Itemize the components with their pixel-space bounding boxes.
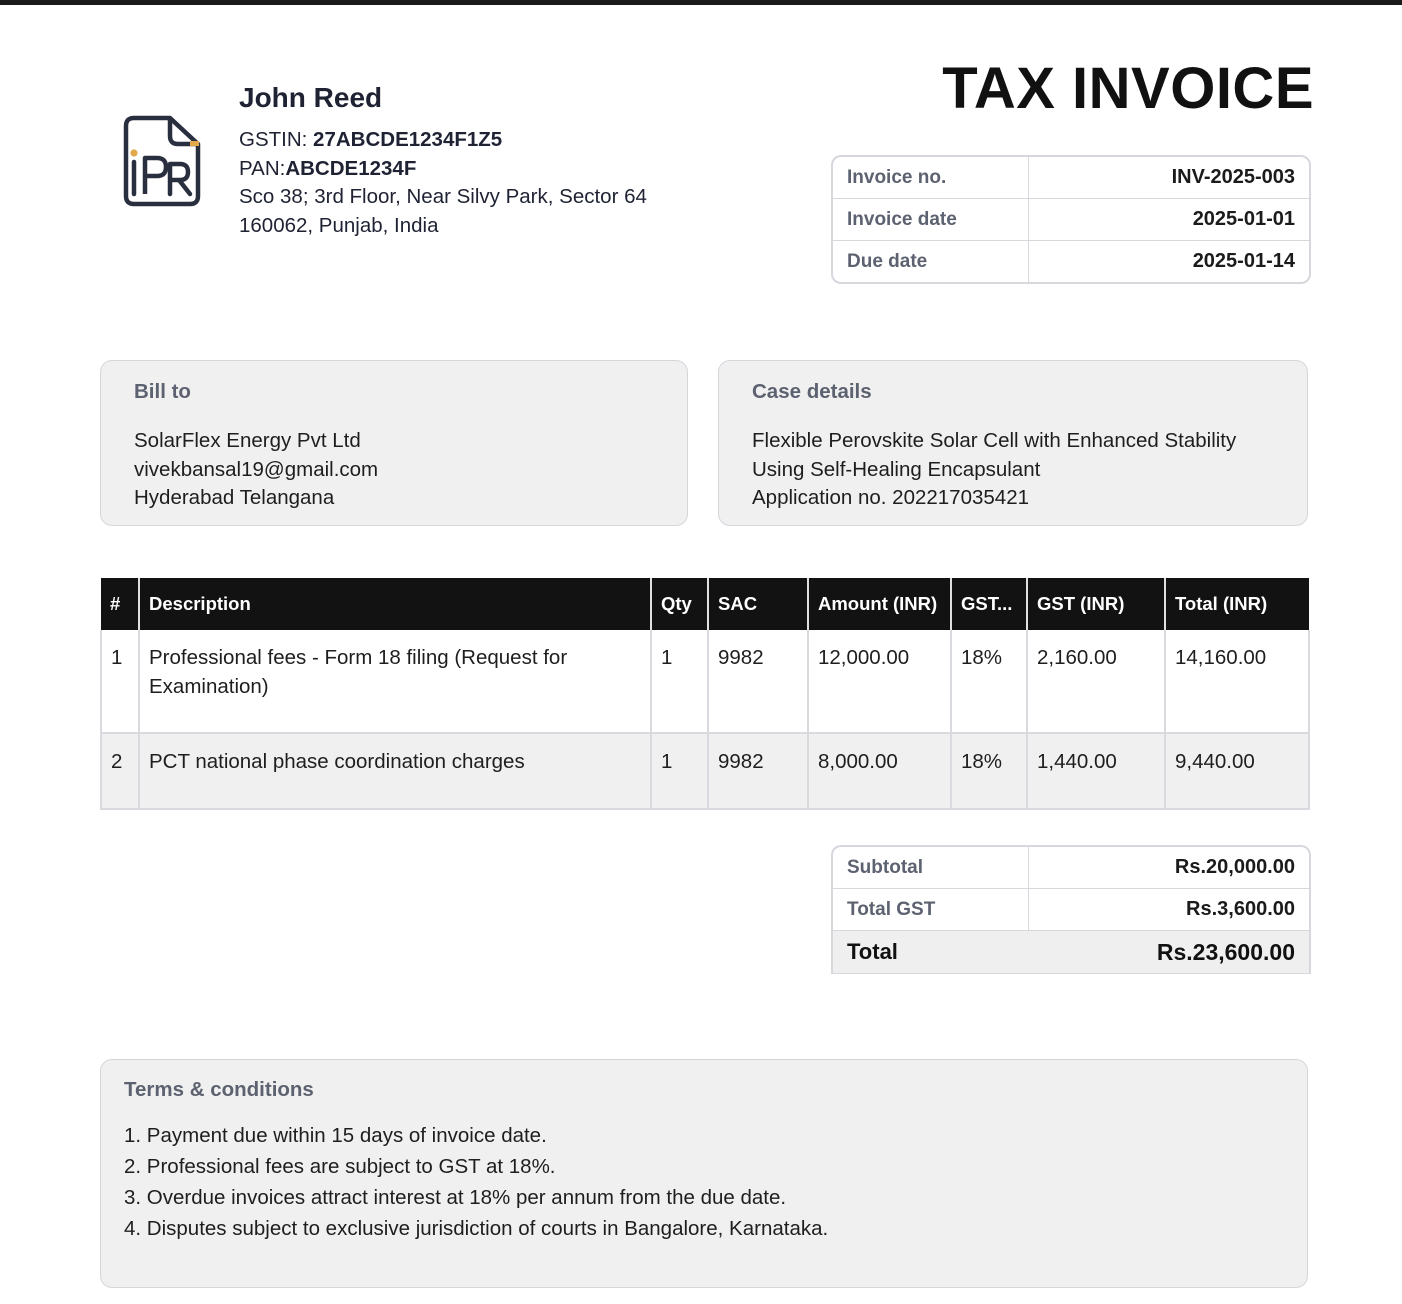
row-amount: 8,000.00	[808, 733, 951, 809]
row-description: PCT national phase coordination charges	[139, 733, 651, 809]
column-header-total: Total (INR)	[1165, 578, 1309, 630]
row-total: 14,160.00	[1165, 630, 1309, 733]
subtotal-label: Subtotal	[833, 847, 1029, 889]
row-number: 1	[101, 630, 139, 733]
terms-item: 2. Professional fees are subject to GST at 18%.	[124, 1155, 556, 1178]
table-header-row	[101, 578, 1309, 630]
meta-row-due-date	[833, 241, 1309, 283]
row-qty: 1	[651, 630, 708, 733]
terms-item: 4. Disputes subject to exclusive jurisdiction of courts in Bangalore, Karnataka.	[124, 1217, 829, 1240]
bill-to-panel	[100, 360, 688, 526]
terms-panel	[100, 1059, 1308, 1288]
subtotal-row	[833, 847, 1309, 889]
totals-box	[831, 845, 1311, 974]
gstin-value: 27ABCDE1234F1Z5	[313, 128, 503, 151]
table-row	[101, 733, 1309, 809]
invoice-meta-box	[831, 155, 1311, 284]
due-date: 2025-01-14	[1192, 250, 1295, 272]
column-header-sac: SAC	[708, 578, 808, 630]
grand-total-value: Rs.23,600.00	[1029, 931, 1310, 974]
case-title-line1: Flexible Perovskite Solar Cell with Enhanced Stability	[752, 429, 1237, 452]
seller-name: John Reed	[239, 82, 383, 113]
meta-row-invoice-no	[833, 157, 1309, 199]
column-header-gst-rate: GST...	[951, 578, 1027, 630]
bill-to-body	[134, 427, 378, 513]
line-items-table	[100, 578, 1310, 810]
meta-label: Due date	[833, 241, 1029, 283]
ipr-document-logo-icon	[120, 112, 202, 208]
column-header-number: #	[101, 578, 139, 630]
row-amount: 12,000.00	[808, 630, 951, 733]
case-title-line2: Using Self-Healing Encapsulant	[752, 457, 1041, 481]
pan-label: PAN:	[239, 156, 286, 180]
client-location: Hyderabad Telangana	[134, 486, 335, 509]
document-title: TAX INVOICE	[942, 56, 1314, 121]
grand-total-row	[833, 931, 1309, 974]
row-gst: 1,440.00	[1027, 733, 1165, 809]
client-name: SolarFlex Energy Pvt Ltd	[134, 429, 361, 452]
seller-block	[239, 80, 799, 240]
terms-item: 3. Overdue invoices attract interest at 18% per annum from the due date.	[124, 1186, 787, 1209]
column-header-amount: Amount (INR)	[808, 578, 951, 630]
case-details-panel	[718, 360, 1308, 526]
total-gst-label: Total GST	[833, 889, 1029, 931]
row-description: Professional fees - Form 18 filing (Request for Examination)	[139, 630, 651, 733]
column-header-description: Description	[139, 578, 651, 630]
row-gst: 2,160.00	[1027, 630, 1165, 733]
subtotal-value: Rs.20,000.00	[1029, 847, 1310, 889]
invoice-number: INV-2025-003	[1029, 157, 1310, 199]
total-gst-value: Rs.3,600.00	[1029, 889, 1310, 931]
row-qty: 1	[651, 733, 708, 809]
seller-pan	[239, 155, 799, 184]
invoice-date: 2025-01-01	[1029, 199, 1310, 241]
terms-heading: Terms & conditions	[124, 1078, 314, 1101]
meta-label: Invoice date	[833, 199, 1029, 241]
case-details-body	[752, 427, 1236, 513]
row-sac: 9982	[708, 733, 808, 809]
seller-address-line2: 160062, Punjab, India	[239, 213, 439, 237]
meta-row-invoice-date	[833, 199, 1309, 241]
meta-label: Invoice no.	[833, 157, 1029, 199]
gstin-label: GSTIN:	[239, 128, 308, 151]
row-gst-rate: 18%	[951, 630, 1027, 733]
grand-total-label: Total	[833, 931, 1029, 974]
terms-list	[124, 1120, 828, 1244]
pan-value: ABCDE1234F	[285, 156, 417, 180]
seller-address-line1: Sco 38; 3rd Floor, Near Silvy Park, Sector 64	[239, 185, 647, 208]
table-row	[101, 630, 1309, 733]
application-number: Application no. 202217035421	[752, 486, 1029, 509]
seller-gstin	[239, 126, 799, 155]
row-sac: 9982	[708, 630, 808, 733]
total-gst-row	[833, 889, 1309, 931]
terms-item: 1. Payment due within 15 days of invoice date.	[124, 1124, 547, 1147]
top-rule	[0, 0, 1402, 5]
column-header-gst: GST (INR)	[1027, 578, 1165, 630]
row-total: 9,440.00	[1165, 733, 1309, 809]
case-details-heading: Case details	[752, 380, 872, 403]
column-header-qty: Qty	[651, 578, 708, 630]
row-number: 2	[101, 733, 139, 809]
row-gst-rate: 18%	[951, 733, 1027, 809]
client-email: vivekbansal19@gmail.com	[134, 457, 379, 481]
bill-to-heading: Bill to	[134, 380, 191, 403]
